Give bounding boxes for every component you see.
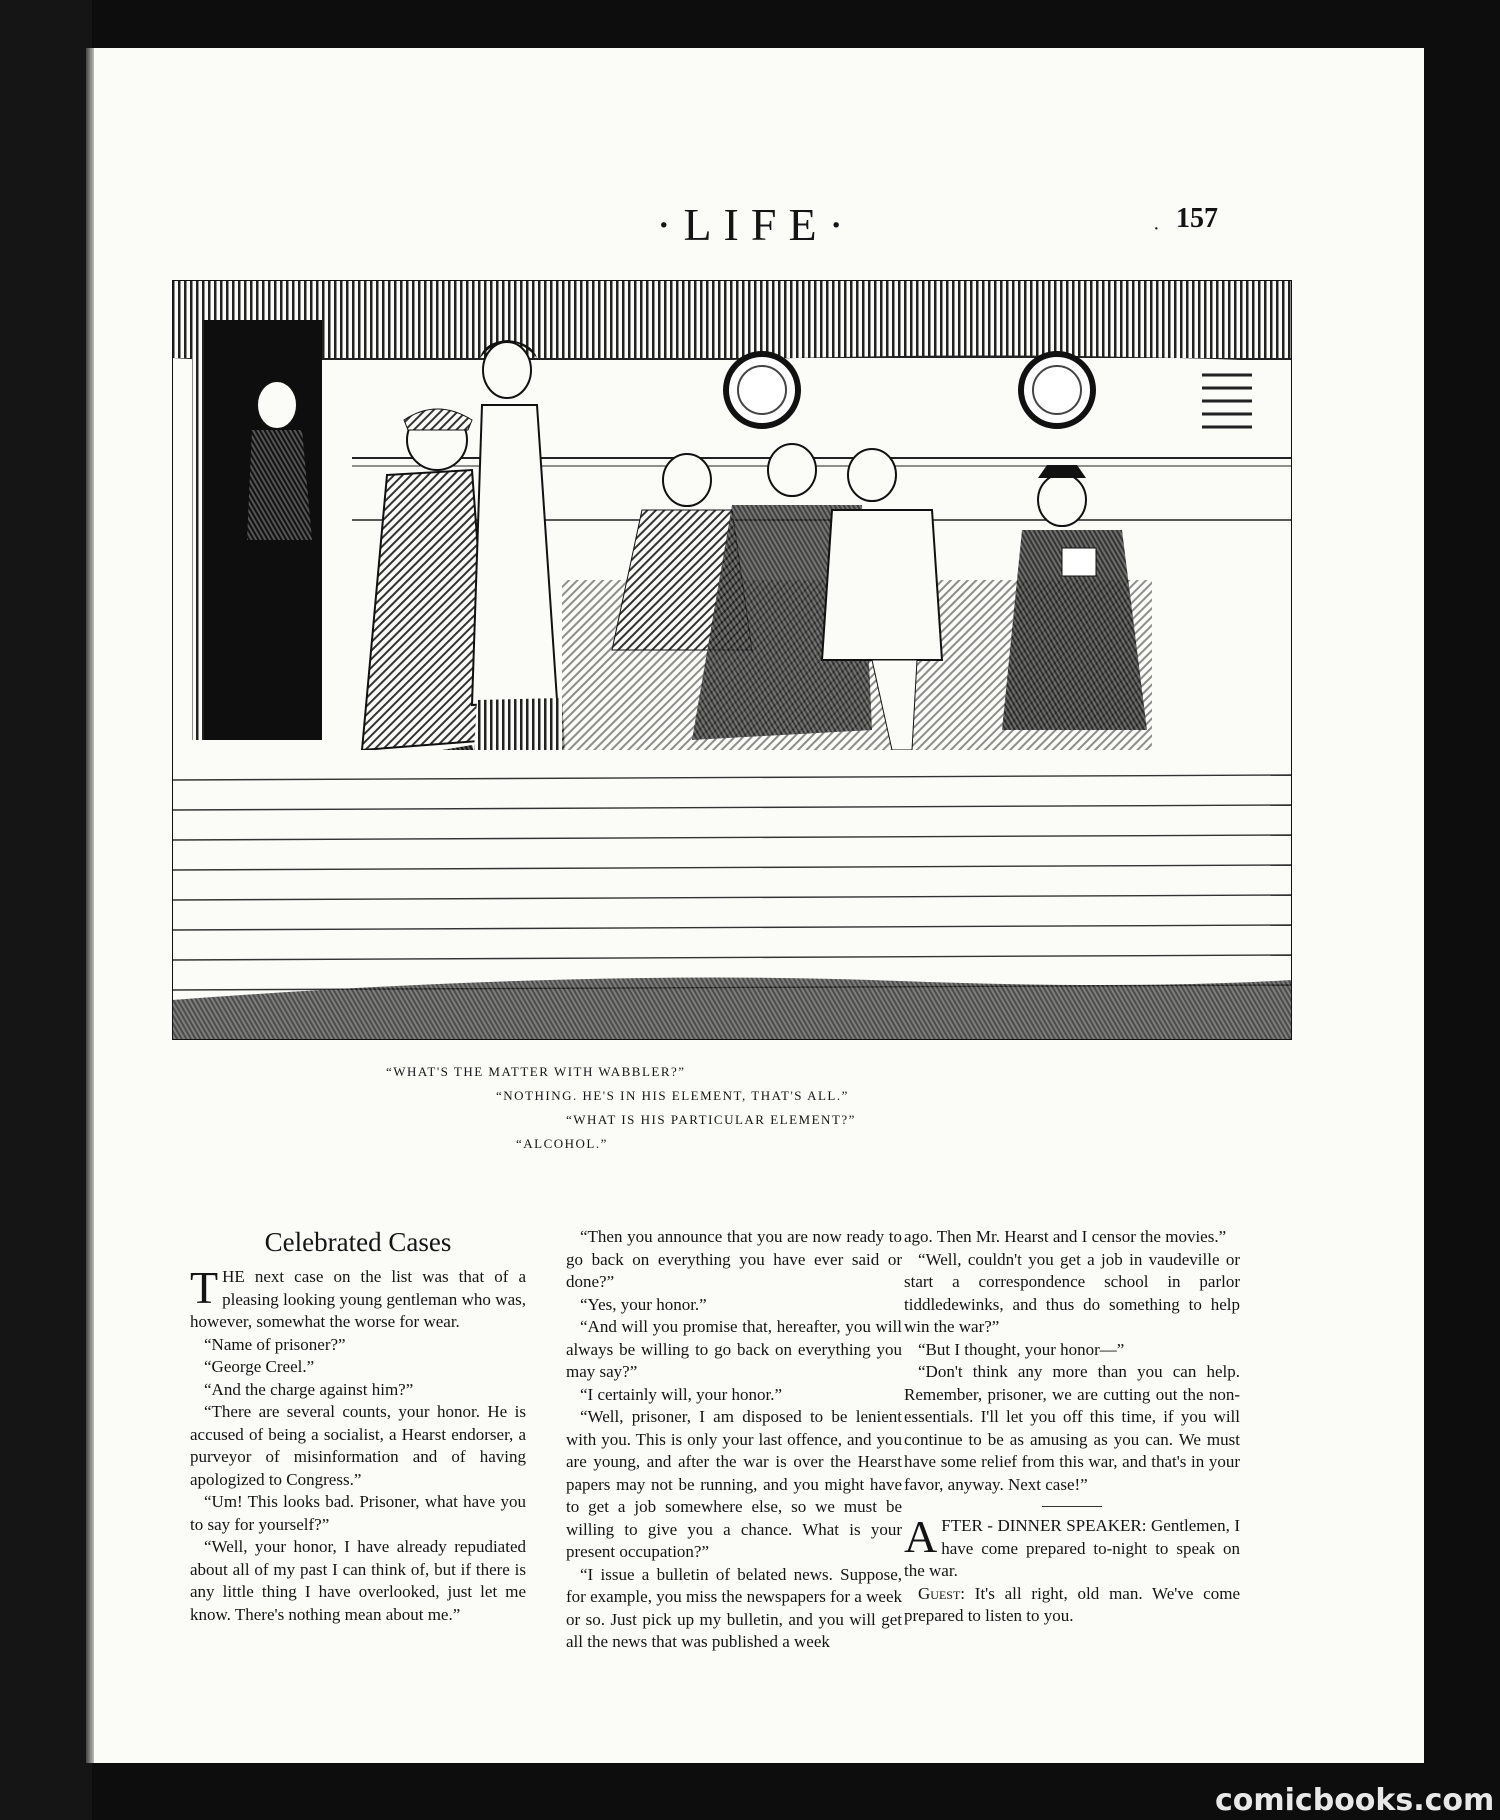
drop-cap: T [190,1262,219,1313]
article-paragraph: “Well, prisoner, I am disposed to be lenient with you. This is only your last offence, and you are young, and after the war is over the Hearst papers may not be running, and you might have to get a job somewhere else, so we must be willing to give you a chance. What is your present occupation?” [566,1407,902,1561]
deck-illustration [172,280,1292,1040]
porthole [726,354,798,426]
page-spine-edge [86,48,94,1763]
article-paragraph: “There are several counts, your honor. He is accused of being a socialist, a Hearst endorser, a purveyor of misinformation and of having apologized to Congress.” [190,1402,526,1489]
joke-paragraph: AFTER - DINNER SPEAKER: Gentlemen, I have come prepared to-night to speak on the war. [904,1511,1240,1580]
article-paragraph: “Name of prisoner?” [204,1334,346,1354]
article-paragraph: ago. Then Mr. Hearst and I censor the movies.” [904,1227,1227,1246]
article-paragraph: “But I thought, your honor—” [918,1339,1125,1359]
magazine-page [86,48,1424,1763]
book-gutter [0,0,92,1820]
page-number: 157 [1176,203,1218,234]
drop-cap: A [904,1511,938,1562]
article-column-1 [190,1226,526,1626]
masthead-dot: · [1153,218,1160,240]
caption-line: “WHAT IS HIS PARTICULAR ELEMENT?” [566,1112,856,1127]
masthead: ·LIFE· [656,199,856,250]
article-paragraph: “Um! This looks bad. Prisoner, what have you to say for yourself?” [190,1492,526,1534]
guest-label: Guest: [918,1583,965,1603]
joke-paragraph: Guest: It's all right, old man. We've come prepared to listen to you. [904,1583,1240,1625]
section-rule [1042,1506,1102,1507]
article-paragraph: “Then you announce that you are now ready to go back on everything you have ever said or done?” [566,1227,902,1291]
watermark: comicbooks.com [1215,1783,1495,1818]
article-column-2 [566,1226,902,1654]
article-paragraph: “And will you promise that, hereafter, you will always be willing to go back on everything you may say?” [566,1317,902,1381]
article-paragraph: “George Creel.” [204,1357,315,1376]
article-paragraph: “Don't think any more than you can help. Remember, prisoner, we are cutting out the non-essentials. I'll let you off this time, if you will continue to be as amusing as you can. We must have some relief from this war, and that's in your favor, anyway. Next case!” [904,1362,1240,1494]
caption-line: “ALCOHOL.” [516,1136,608,1151]
article-paragraph: “Well, couldn't you get a job in vaudeville or start a correspondence school in parlor tiddledewinks, and thus do something to help win the war?” [904,1249,1240,1336]
caption-line: “WHAT'S THE MATTER WITH WABBLER?” [386,1064,686,1079]
article-title: Celebrated Cases [264,1227,452,1257]
article-paragraph: “And the charge against him?” [204,1379,414,1399]
porthole [1021,354,1093,426]
caption-line: “NOTHING. HE'S IN HIS ELEMENT, THAT'S ALL.” [496,1088,849,1103]
article-paragraph: “Well, your honor, I have already repudiated about all of my past I can think of, but if there is any little thing I have overlooked, just let me know. There's nothing mean about me.” [190,1537,526,1624]
article-column-3 [904,1226,1240,1628]
awning [172,280,1292,358]
article-paragraph: “Yes, your honor.” [580,1294,707,1314]
article-paragraph: “I certainly will, your honor.” [580,1384,783,1404]
article-paragraph: THE next case on the list was that of a pleasing looking young gentleman who was, however, somewhat the worse for wear. [190,1262,526,1331]
article-paragraph: “I issue a bulletin of belated news. Suppose, for example, you miss the newspapers for a week or so. Just pick up my bulletin, and you will get all the news that was published a week [566,1564,902,1651]
illustration-caption [386,1060,1086,1156]
